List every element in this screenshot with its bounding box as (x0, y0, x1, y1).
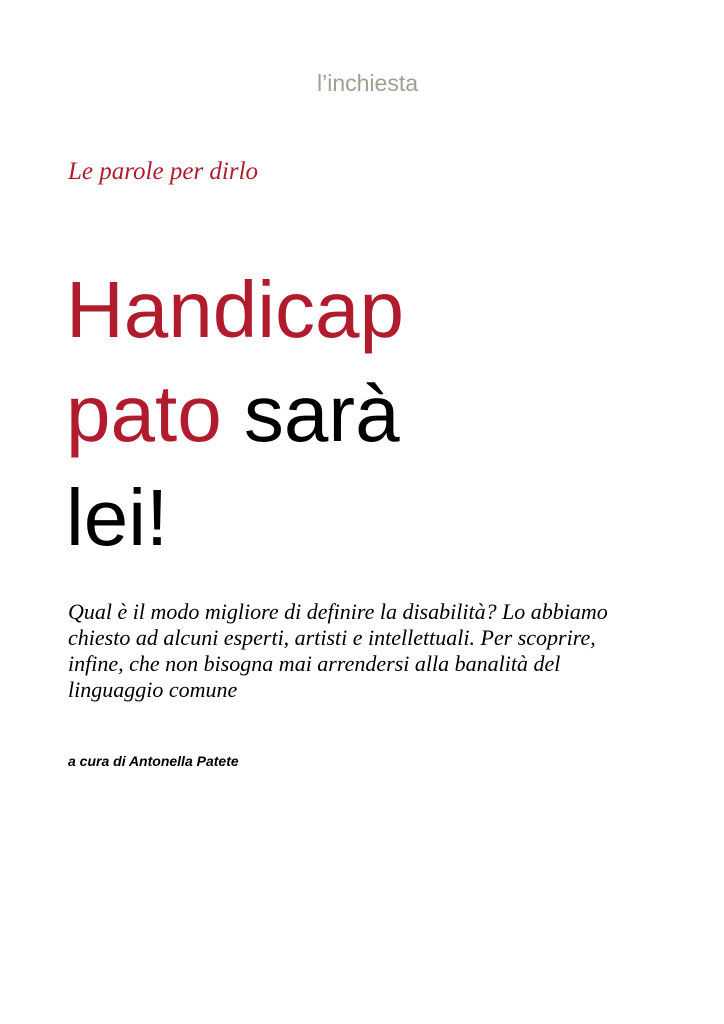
headline-line-2 (66, 362, 404, 466)
section-label: l’inchiesta (317, 70, 418, 96)
headline-line-2-red: pato (66, 369, 222, 458)
article-lead: Qual è il modo migliore di definire la disabilità? Lo abbiamo chiesto ad alcuni esperti, artisti e intellettuali. Per scoprire, infine, che non bisogna mai arrendersi alla banalità del linguaggio comune (68, 599, 608, 702)
headline-line-1: Handicap (66, 265, 405, 354)
article-headline (66, 258, 404, 570)
article-byline: a cura di Antonella Patete (68, 753, 239, 769)
article-kicker: Le parole per dirlo (68, 158, 259, 185)
headline-line-3: lei! (66, 473, 169, 562)
headline-line-2-black: sarà (221, 369, 400, 458)
